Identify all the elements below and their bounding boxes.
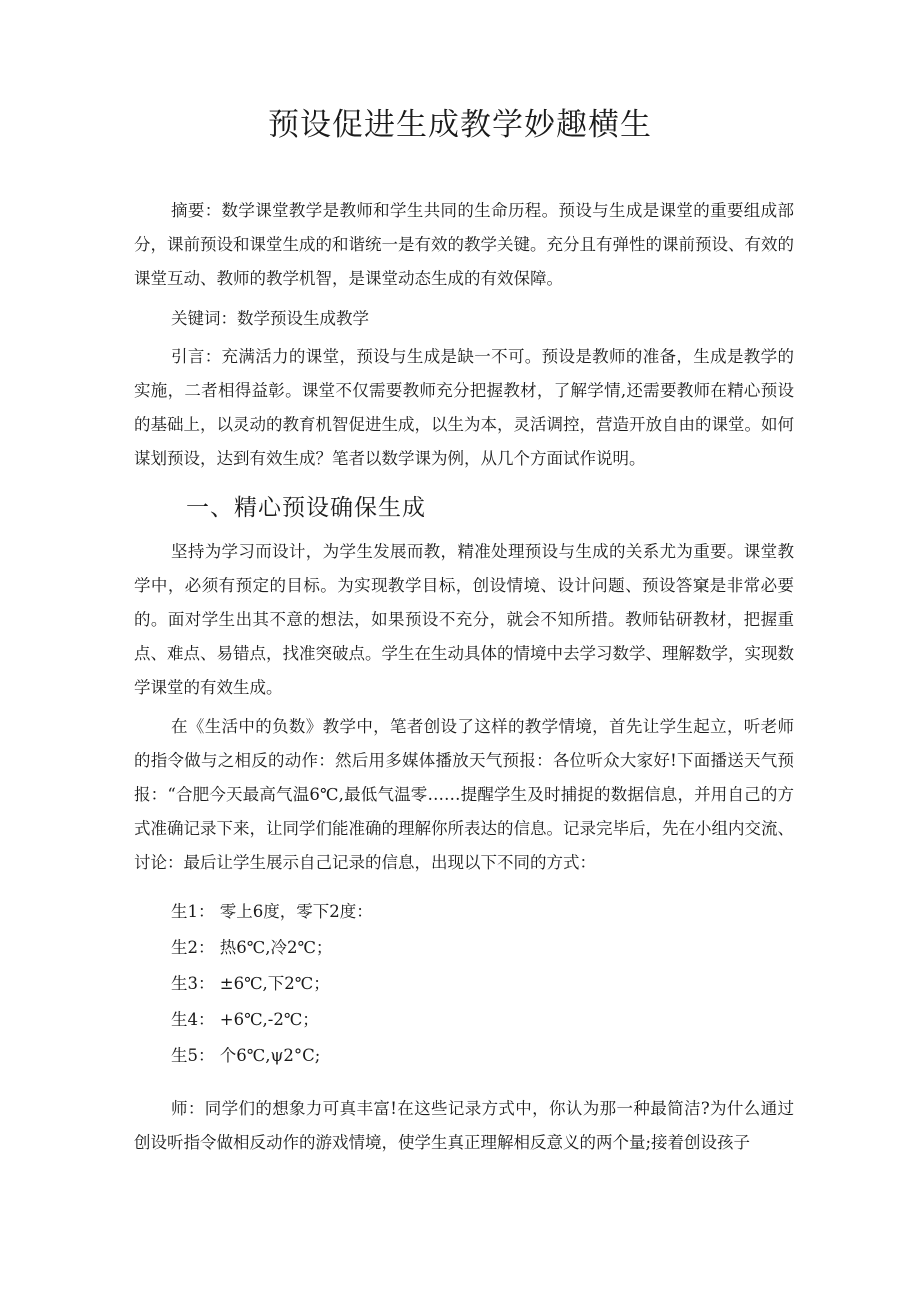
student-answer-2: 生2： 热6℃,冷2℃； [171, 938, 333, 957]
section-heading-1: 一、精心预设确保生成 [186, 495, 426, 521]
keywords-line: 关键词：数学预设生成教学 [171, 309, 369, 328]
teacher-paragraph: 师：同学们的想象力可真丰富!在这些记录方式中，你认为那一种最简洁?为什么通过创设听指令做相反动作的游戏情境，使学生真正理解相反意义的两个量;接着创设孩子 [134, 1099, 794, 1152]
student-answer-3: 生3： ±6℃,下2℃； [171, 974, 330, 993]
section1-paragraph-2: 在《生活中的负数》教学中，笔者创设了这样的教学情境，首先让学生起立，听老师的指令做与之相反的动作：然后用多媒体播放天气预报：各位听众大家好!下面播送天气预报：“合肥今天最高气温6℃,最低气温零……提醒学生及时捕捉的数据信息，并用自己的方式准确记录下来，让同学们能准确的理解你所表达的信息。记录完毕后，先在小组内交流、讨论：最后让学生展示自己记录的信息，出现以下不同的方式： [134, 717, 794, 872]
abstract-paragraph: 摘要：数学课堂教学是教师和学生共同的生命历程。预设与生成是课堂的重要组成部分，课前预设和课堂生成的和谐统一是有效的教学关键。充分且有弹性的课前预设、有效的课堂互动、教师的教学机智，是课堂动态生成的有效保障。 [134, 201, 794, 288]
student-answer-1: 生1： 零上6度，零下2度： [171, 902, 373, 921]
student-answer-4: 生4： +6℃,-2℃； [171, 1010, 319, 1029]
student-answer-5: 生5： 个6℃,ψ2°C; [171, 1046, 321, 1065]
intro-paragraph: 引言：充满活力的课堂，预设与生成是缺一不可。预设是教师的准备，生成是教学的实施，二者相得益彰。课堂不仅需要教师充分把握教材，了解学情,还需要教师在精心预设的基础上，以灵动的教育机智促进生成，以生为本，灵活调控，营造开放自由的课堂。如何谋划预设，达到有效生成？笔者以数学课为例，从几个方面试作说明。 [134, 347, 794, 468]
section1-paragraph-1: 坚持为学习而设计，为学生发展而教，精准处理预设与生成的关系尤为重要。课堂教学中，必须有预定的目标。为实现教学目标，创设情境、设计问题、预设答窠是非常必要的。面对学生出其不意的想法，如果预设不充分，就会不知所措。教师钻研教材，把握重点、难点、易错点，找准突破点。学生在生动具体的情境中去学习数学、理解数学，实现数学课堂的有效生成。 [134, 542, 794, 697]
document-title: 预设促进生成教学妙趣横生 [268, 107, 652, 143]
